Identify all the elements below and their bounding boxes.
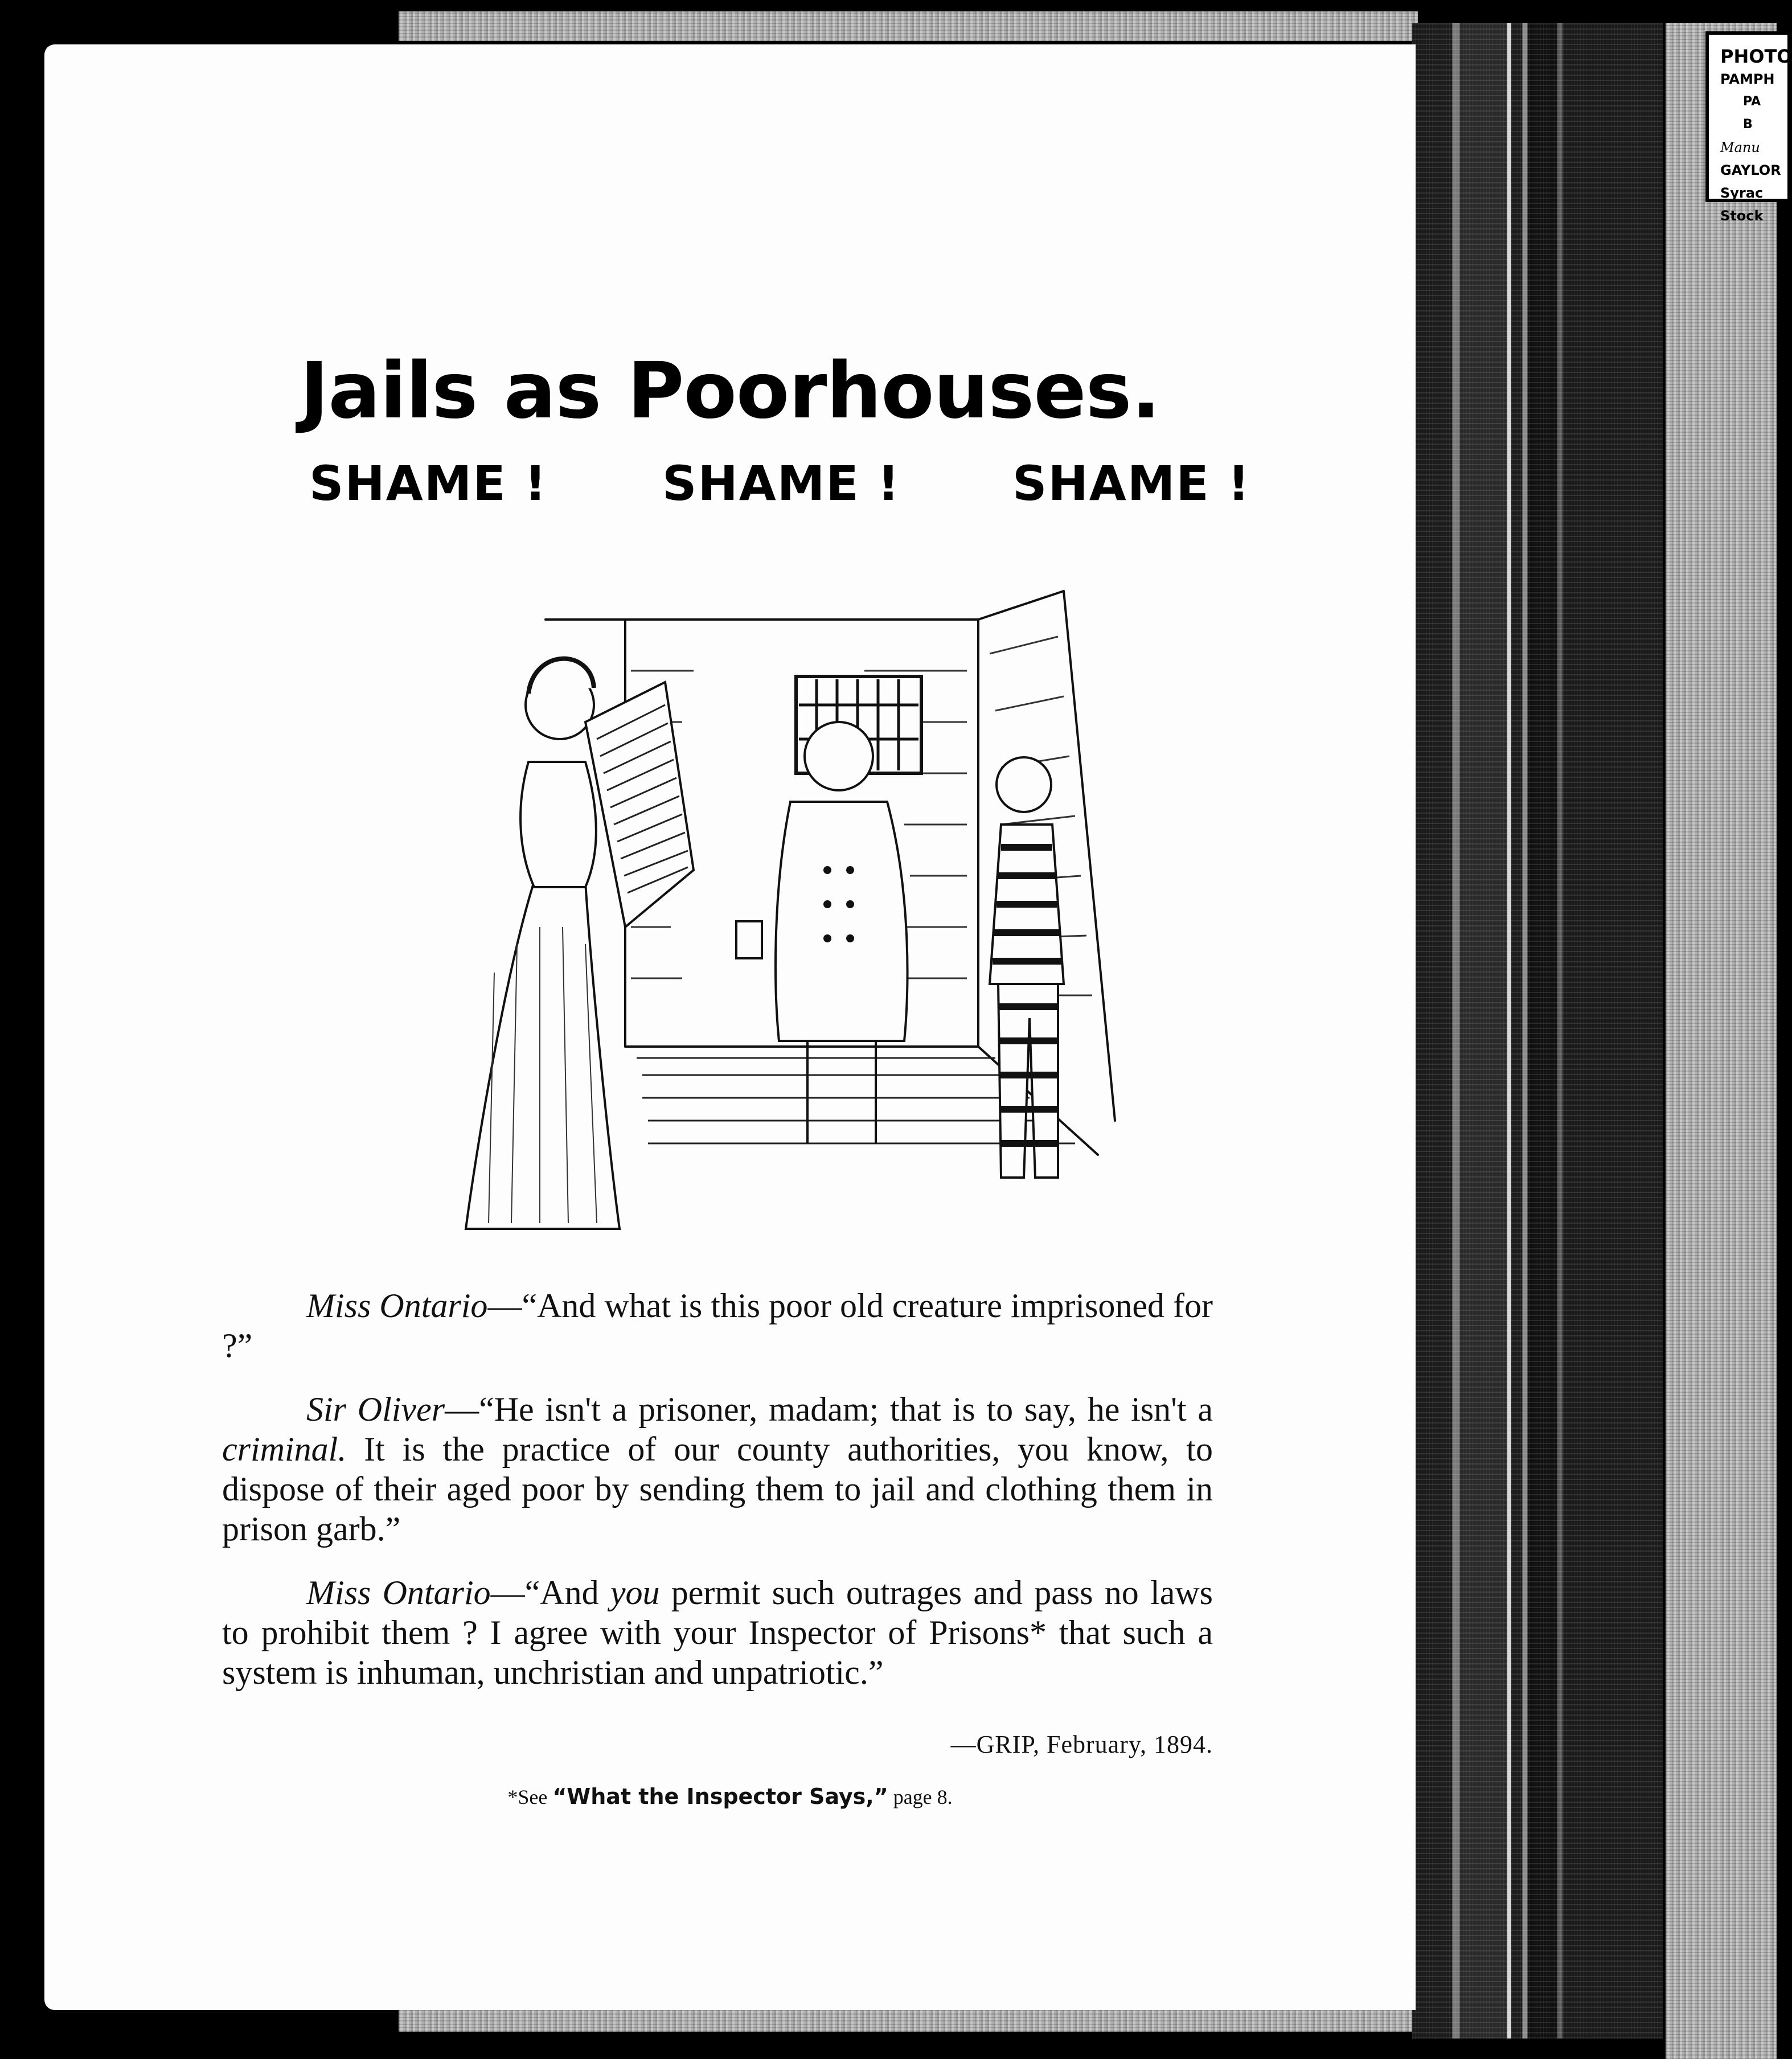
shame-heading: SHAME ! bbox=[1012, 456, 1251, 511]
footnote-prefix: *See bbox=[507, 1786, 553, 1808]
shame-heading: SHAME ! bbox=[662, 456, 901, 511]
label-line: Syrac bbox=[1720, 185, 1764, 201]
emphasized-word: you bbox=[610, 1574, 660, 1611]
speaker-dash: — bbox=[490, 1574, 525, 1611]
pamphlet-page bbox=[44, 44, 1416, 2010]
label-line: GAYLOR bbox=[1720, 162, 1781, 178]
pamphlet-binding-spine bbox=[1412, 23, 1663, 2039]
page-title: Jails as Poorhouses. bbox=[300, 346, 1161, 436]
dialogue-line bbox=[222, 1573, 1213, 1692]
shame-heading: SHAME ! bbox=[309, 456, 548, 511]
cartoon-dialogue bbox=[222, 1286, 1213, 1716]
speaker-dash: — bbox=[445, 1391, 479, 1428]
scan-border-top bbox=[399, 11, 1418, 41]
speaker-dash: — bbox=[487, 1287, 522, 1324]
dialogue-text: “And what is this poor old creature imprisoned for ?” bbox=[222, 1287, 1213, 1364]
speaker-name: Miss Ontario bbox=[306, 1574, 491, 1611]
dialogue-text: “He isn't a prisoner, madam; that is to say, he isn't a bbox=[479, 1391, 1213, 1428]
label-line: PHOTO bbox=[1720, 46, 1792, 67]
emphasized-word: criminal. bbox=[222, 1430, 347, 1468]
dialogue-text: It is the practice of our county authorities, you know, to dispose of their aged poor by sending them to jail and clothing them in prison garb.” bbox=[222, 1430, 1213, 1548]
binder-label bbox=[1705, 31, 1792, 224]
source-attribution: —GRIP, February, 1894. bbox=[950, 1730, 1213, 1758]
label-line: Manu bbox=[1720, 140, 1760, 155]
speaker-name: Miss Ontario bbox=[306, 1287, 488, 1324]
label-line: Stock bbox=[1720, 208, 1764, 224]
footnote-suffix: page 8. bbox=[888, 1786, 953, 1808]
dialogue-text: permit such outrages and pass no laws to prohibit them ? I agree with your Inspector of Prisons* that such a system is inhuman, unchristian and unpatriotic.” bbox=[222, 1574, 1213, 1691]
label-line: PAMPH bbox=[1720, 71, 1775, 87]
pamphlet-cover-board bbox=[1666, 23, 1777, 2059]
dialogue-line bbox=[222, 1286, 1213, 1365]
cartoon-illustration bbox=[454, 574, 1183, 1257]
speaker-name: Sir Oliver bbox=[306, 1391, 445, 1428]
label-line: PA bbox=[1743, 95, 1761, 109]
dialogue-line bbox=[222, 1389, 1213, 1549]
dialogue-text: “And bbox=[524, 1574, 610, 1611]
footnote bbox=[44, 1784, 1416, 1809]
label-line: B bbox=[1743, 117, 1753, 132]
footnote-reference: “What the Inspector Says,” bbox=[552, 1784, 888, 1809]
